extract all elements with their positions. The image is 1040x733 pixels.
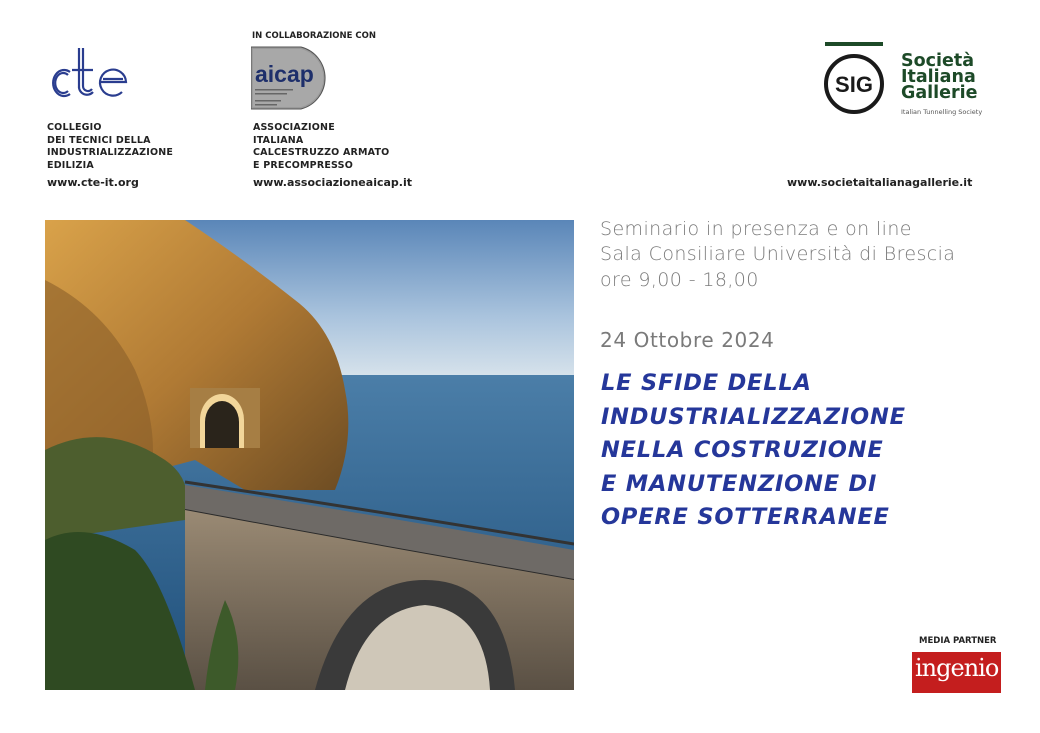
aicap-name-line: E PRECOMPRESSO: [253, 159, 353, 171]
event-format: Seminario in presenza e on line: [600, 218, 912, 240]
aicap-logo-text: aicap: [255, 61, 314, 87]
cte-name-line: DEI TECNICI DELLA: [47, 134, 151, 146]
media-partner-label: MEDIA PARTNER: [919, 636, 997, 646]
sig-name-line: Gallerie: [901, 83, 978, 103]
sig-name: [901, 53, 978, 101]
aicap-website-link[interactable]: www.associazioneaicap.it: [253, 176, 412, 189]
title-line: INDUSTRIALIZZAZIONE: [601, 403, 906, 430]
cte-full-name: [47, 122, 217, 172]
title-line: NELLA COSTRUZIONE: [601, 437, 884, 463]
aicap-name-line: ASSOCIAZIONE: [253, 122, 335, 133]
sig-logo-text: SIG: [835, 72, 873, 97]
title-line: E MANUTENZIONE DI: [601, 470, 878, 497]
event-date: 24 Ottobre 2024: [600, 328, 775, 352]
aicap-logo: [251, 45, 335, 111]
sig-subtitle: Italian Tunnelling Society: [901, 108, 983, 116]
event-title: [601, 367, 1021, 535]
aicap-full-name: [253, 122, 413, 172]
event-time: ore 9,00 - 18,00: [600, 269, 759, 291]
event-venue: Sala Consiliare Università di Brescia: [600, 243, 956, 265]
title-line: OPERE SOTTERRANEE: [601, 504, 890, 530]
cte-logo-text: cte: [46, 42, 48, 43]
aicap-name-line: CALCESTRUZZO ARMATO: [253, 147, 390, 158]
sig-name-line: Società: [901, 51, 975, 71]
cte-logo: [46, 42, 132, 104]
sig-website-link[interactable]: www.societaitalianagallerie.it: [787, 176, 973, 189]
ingenio-logo-text: ingenio: [915, 654, 999, 682]
cte-name-line: INDUSTRIALIZZAZIONE: [47, 147, 174, 158]
cte-name-line: COLLEGIO: [47, 122, 102, 133]
collaboration-label: IN COLLABORAZIONE CON: [252, 31, 376, 41]
sig-logo: [822, 42, 886, 116]
aicap-name-line: ITALIANA: [253, 134, 304, 146]
cte-name-line: EDILIZIA: [47, 159, 94, 171]
title-line: LE SFIDE DELLA: [601, 370, 812, 396]
coastal-tunnel-bridge-photo: [45, 220, 574, 690]
cte-website-link[interactable]: www.cte-it.org: [47, 176, 139, 189]
sig-name-line: Italiana: [901, 67, 976, 87]
ingenio-logo: [912, 652, 1001, 693]
